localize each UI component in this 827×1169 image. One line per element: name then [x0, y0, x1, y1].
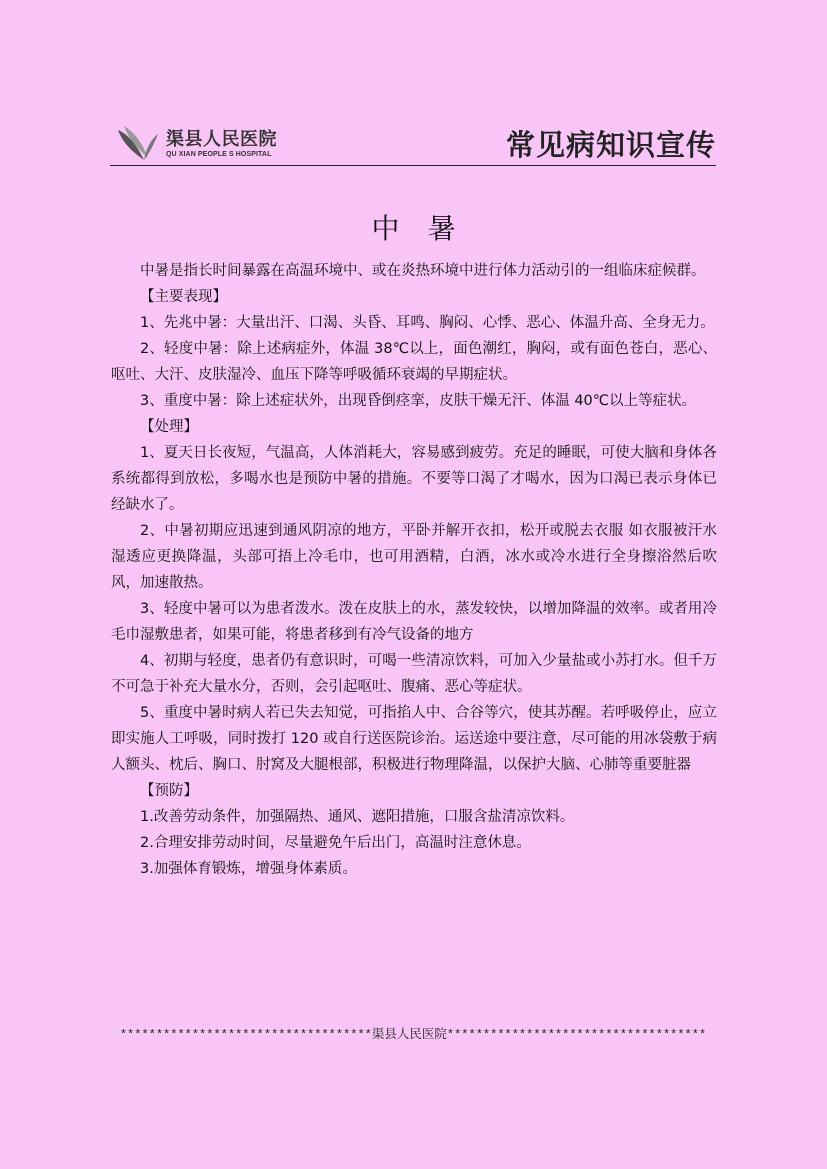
document-body	[111, 258, 717, 882]
section-heading-treatment: 【处理】	[140, 419, 198, 435]
symptom-item: 3、重度中暑：除上述症状外，出现昏倒痉挛，皮肤干燥无汗、体温 40℃以上等症状。	[140, 393, 697, 409]
symptom-item: 2、轻度中暑：除上述病症外，体温 38℃以上，面色潮红，胸闷，或有面色苍白，恶心、呕吐、大汗、皮肤湿冷、血压下降等呼吸循环衰竭的早期症状。	[111, 341, 717, 383]
prevention-item: 3.加强体育锻炼，增强身体素质。	[140, 861, 357, 877]
hospital-name-en: QU XIAN PEOPLE S HOSPITAL	[166, 151, 272, 158]
document-title: 中 暑	[371, 212, 456, 245]
treatment-item: 5、重度中暑时病人若已失去知觉，可指掐人中、合谷等穴，使其苏醒。若呼吸停止，应立即实施人工呼吸，同时拨打 120 或自行送医院诊治。运送途中要注意，尽可能的用冰袋敷于病人额头、枕后、胸口、肘窝及大腿根部，积极进行物理降温，以保护大脑、心肺等重要脏器	[111, 705, 717, 773]
header-divider	[110, 165, 716, 166]
page-header	[110, 118, 716, 166]
symptom-item: 1、先兆中暑：大量出汗、口渴、头昏、耳鸣、胸闷、心悸、恶心、体温升高、全身无力。	[140, 315, 715, 331]
intro-paragraph: 中暑是指长时间暴露在高温环境中、或在炎热环境中进行体力活动引的一组临床症候群。	[140, 263, 706, 279]
section-heading-prevention: 【预防】	[140, 783, 198, 799]
hospital-name-cn: 渠县人民医院	[166, 129, 277, 150]
footer-stars-left: ***********************************	[119, 1028, 372, 1042]
hospital-logo	[114, 124, 294, 164]
page-footer	[110, 1024, 716, 1042]
treatment-item: 4、初期与轻度，患者仍有意识时，可喝一些清凉饮料，可加入少量盐或小苏打水。但千万不可急于补充大量水分，否则，会引起呕吐、腹痛、恶心等症状。	[111, 653, 717, 695]
footer-stars-right: ************************************	[446, 1028, 707, 1042]
section-heading-symptoms: 【主要表现】	[140, 289, 227, 305]
leaf-logo-icon	[114, 124, 160, 164]
footer-hospital-name: 渠县人民医院	[371, 1026, 447, 1041]
treatment-item: 1、夏天日长夜短，气温高，人体消耗大，容易感到疲劳。充足的睡眠，可使大脑和身体各系统都得到放松，多喝水也是预防中暑的措施。不要等口渴了才喝水，因为口渴已表示身体已经缺水了。	[111, 445, 717, 513]
prevention-item: 1.改善劳动条件，加强隔热、通风、遮阳措施，口服含盐清凉饮料。	[140, 809, 575, 825]
prevention-item: 2.合理安排劳动时间，尽量避免午后出门，高温时注意休息。	[140, 835, 531, 851]
header-title: 常见病知识宣传	[505, 128, 716, 162]
treatment-item: 2、中暑初期应迅速到通风阴凉的地方，平卧并解开衣扣，松开或脱去衣服 如衣服被汗水湿透应更换降温，头部可捂上冷毛巾，也可用酒精，白酒，冰水或冷水进行全身擦浴然后吹风，加速散热。	[111, 523, 717, 591]
treatment-item: 3、轻度中暑可以为患者泼水。泼在皮肤上的水，蒸发较快，以增加降温的效率。或者用冷毛巾湿敷患者，如果可能，将患者移到有冷气设备的地方	[111, 601, 717, 643]
